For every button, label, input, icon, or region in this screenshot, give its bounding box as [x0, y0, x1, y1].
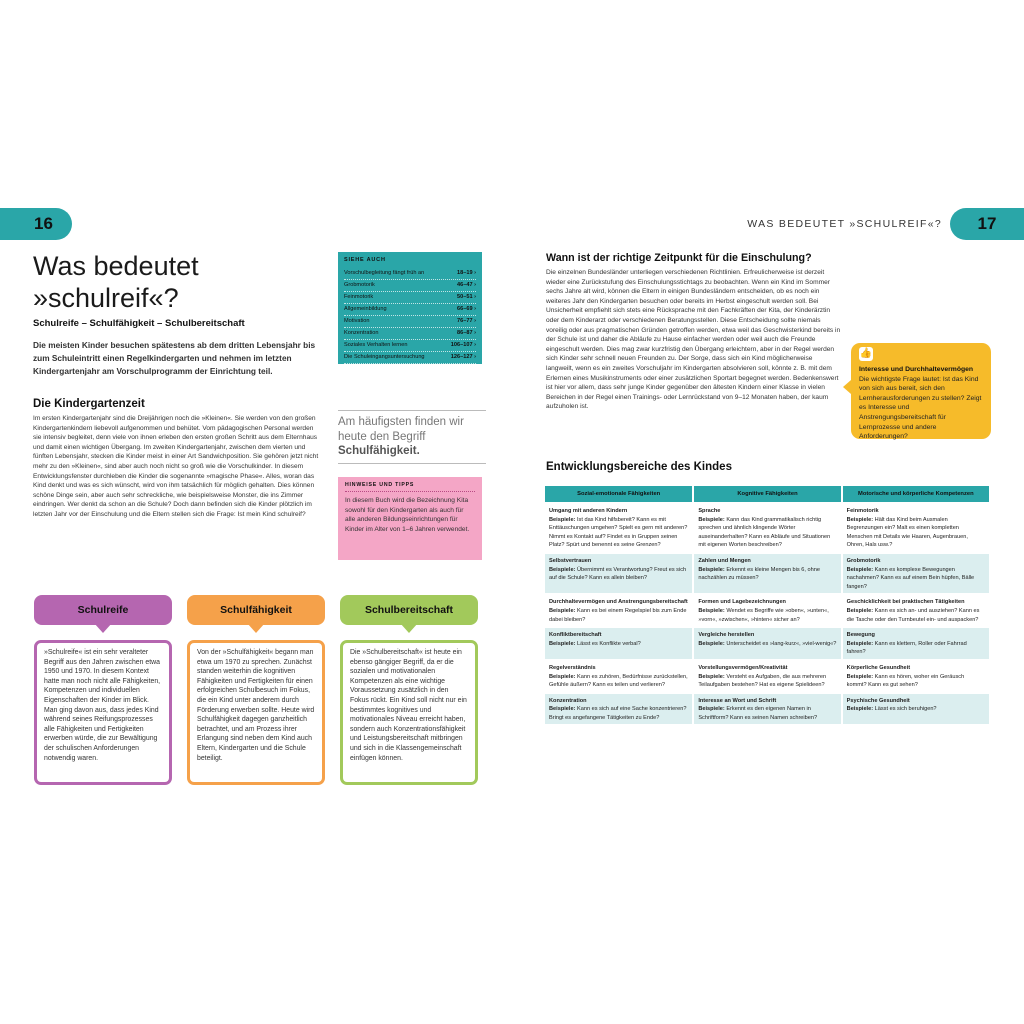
table-cell: [842, 594, 990, 627]
table-cell: [545, 594, 693, 627]
term-arrow: [94, 623, 112, 633]
cell-text: Unterscheidet es »lang-kurz«, »viel-wenig«?: [726, 640, 837, 647]
cell-text: Lässt es Konflikte verbal?: [577, 640, 641, 647]
see-also-pages: 86–87 ›: [457, 330, 476, 336]
table-cell: [693, 660, 841, 693]
table-row: [545, 660, 990, 693]
cell-text: Hält das Kind beim Ausmalen Begrenzungen ein? Malt es einen kompletten Menschen mit Details wie Haaren, Augenbrauen, Ohren, Hals usw.?: [846, 516, 968, 549]
cell-title: Sprache: [698, 508, 721, 514]
see-also-item: [344, 292, 476, 304]
tip-box: [851, 343, 991, 439]
example-label: Beispiele:: [549, 607, 576, 614]
cell-text: Kann es zuhören, Bedürfnisse zurückstellen, Gefühle äußern? Kann es teilen und verlieren?: [549, 673, 688, 689]
column-header-social: Sozial-emotionale Fähigkeiten: [545, 486, 693, 503]
table-cell: [842, 693, 990, 725]
example-label: Beispiele:: [698, 640, 725, 647]
page-subtitle: Schulreife – Schulfähigkeit – Schulbereitschaft: [33, 318, 245, 329]
term-header: Schulbereitschaft: [340, 595, 478, 625]
table-cell: [842, 503, 990, 553]
table-row: [545, 594, 990, 627]
see-also-title: SIEHE AUCH: [344, 257, 386, 263]
example-label: Beispiele:: [549, 673, 576, 680]
table-cell: [693, 627, 841, 660]
cell-title: Geschicklichkeit bei praktischen Tätigkeiten: [846, 599, 965, 606]
cell-text: Wendet es Begriffe wie »oben«, »unten«, »vorn«, »zwischen«, »hinten« sicher an?: [698, 607, 829, 623]
table-cell: [842, 660, 990, 693]
example-label: Beispiele:: [549, 566, 576, 573]
example-label: Beispiele:: [698, 607, 725, 614]
example-label: Beispiele:: [846, 640, 874, 647]
table-row: [545, 553, 990, 594]
see-also-label: Vorschulbegleitung fängt früh an: [344, 270, 425, 276]
see-also-label: Grobmotorik: [344, 282, 375, 288]
development-table-header: [545, 486, 990, 503]
page-title-line-1: Was bedeutet: [33, 251, 199, 281]
cell-text: Kann es bei einem Regelspiel bis zum Ende dabei bleiben?: [549, 607, 687, 623]
table-cell: [693, 553, 841, 594]
example-label: Beispiele:: [698, 516, 725, 523]
cell-title: Zahlen und Mengen: [698, 557, 751, 564]
see-also-pages: 46–47 ›: [457, 282, 476, 288]
column-header-motor: Motorische und körperliche Kompetenzen: [842, 486, 990, 503]
cell-title: Vorstellungsvermögen/Kreativität: [698, 664, 788, 671]
running-head: WAS BEDEUTET »SCHULREIF«?: [747, 218, 942, 230]
cell-text: Übernimmt es Verantwortung? Freut es sich auf die Schule? Kann es allein bleiben?: [549, 566, 687, 582]
pull-quote-bold: Schulfähigkeit.: [338, 445, 420, 457]
term-header: Schulreife: [34, 595, 172, 625]
table-cell: [545, 693, 693, 725]
see-also-label: Feinmotorik: [344, 294, 374, 300]
example-label: Beispiele:: [846, 673, 874, 680]
see-also-item: [344, 304, 476, 316]
column-header-cognitive: Kognitive Fähigkeiten: [693, 486, 841, 503]
page-title-line-2: »schulreif«?: [33, 283, 179, 313]
cell-text: Versteht es Aufgaben, die aus mehreren Teilaufgaben bestehen? Hat es eigene Spielideen?: [698, 673, 827, 689]
cell-title: Psychische Gesundheit: [846, 697, 910, 704]
cell-title: Konfliktbereitschaft: [549, 632, 602, 639]
see-also-list: [344, 268, 476, 364]
example-label: Beispiele:: [698, 673, 725, 680]
intro-paragraph: Die meisten Kinder besuchen spätestens ab dem dritten Lebensjahr bis zum Schuleintritt einen Regelkindergarten und nehmen im letzten Kindergartenjahr am Vorschulprogramm der Einrichtung teil.: [33, 340, 316, 376]
term-arrow: [400, 623, 418, 633]
see-also-label: Soziales Verhalten lernen: [344, 342, 408, 348]
section-text: Im ersten Kindergartenjahr sind die Dreijährigen noch die »Kleinen«. Sie werden von den großen Kindergartenkindern liebevoll aufgenommen und behütet. Vom pädagogischen Personal werden sie intensiv begleitet, denn viele von ihnen erleben den ersten großen Schritt aus dem Elternhaus und damit einen wichtigen Übergang. Im zweiten Kindergartenjahr, zwischen dem vierten und fünften Lebensjahr, stecken die Kinder meist in einer Art Sandwichposition. Sie gehören jetzt nicht mehr zu den »Kleinen«, sind aber auch noch nicht so groß wie die Vorschulkinder. In diesem Entwicklungsfenster durchleben die Kinder die sogenannte »magische Phase«. Alles, woran das Kind denkt und was es sich wünscht, wird von ihm tatsächlich für möglich gehalten. Dies können schöne Dinge sein, aber auch sehr schreckliche, wie beispielsweise Monster, die ins Zimmer eindringen. Wer denkt da schon an die Schule? Doch dann befinden sich die Kinder plötzlich im letzten Jahr vor der Einschulung und die Eltern stellen sich die Frage: Ist mein Kind schulreif?: [33, 415, 319, 518]
cell-text: Ist das Kind hilfsbereit? Kann es mit Enttäuschungen umgehen? Spielt es gern mit anderen? Nimmt es Kontakt auf? Findet es in Gruppen seinen Platz? Spürt und benennt es seine Grenzen?: [549, 516, 688, 549]
thumbs-up-icon: 👍: [859, 348, 873, 359]
cell-title: Körperliche Gesundheit: [846, 664, 911, 671]
pull-quote: [338, 410, 486, 464]
tips-text: In diesem Buch wird die Bezeichnung Kita sowohl für den Kindergarten als auch für alle anderen Bildungseinrichtungen für Kinder im Alter von 1–6 Jahren verwendet.: [345, 497, 470, 533]
see-also-item: [344, 268, 476, 280]
tip-title: Interesse und Durchhaltevermögen: [859, 366, 974, 373]
cell-text: Lässt es sich beruhigen?: [874, 706, 937, 713]
table-cell: [693, 503, 841, 553]
question-text: Die einzelnen Bundesländer unterliegen verschiedenen Richtlinien. Erfreulicherweise ist derzeit wieder eine Zurückstufung des Einschulungsstichtags zu beobachten. Wenn ein Kind im Sommer sechs Jahre alt wird, können die Eltern in einigen Bundesländern entscheiden, ob es noch ein weiteres Jahr den Kindergarten besuchen oder bereits im Herbst eingeschult werden soll. Bei Unsicherheit empfiehlt sich stets eine Rücksprache mit den Fachkräften der Kita, der Kinderärztin oder dem Kinderarzt oder verschiedenen Beratungsstellen. Diese Entscheidung sollte niemals voreilig oder aus pragmatischen Gründen getroffen werden, etwa weil das Geschwisterkind bereits in der Schule ist und daher die Abläufe zu Hause einfacher werden oder weil auch die Freunde eingeschult werden. Dies mag zwar kurzfristig den Übergang erleichtern, aber in der Regel werden sich Kinder sehr schnell neuen Freunden zu. Der Sorge, dass sich ein Kind möglicherweise langweilt, wenn es ein zweites Vorschuljahr im Kindergarten absolvieren soll, könnte z. B. mit dem Erlernen eines Musikinstruments oder einer zusätzlichen Sportart begegnet werden. Bedenkenswert ist hier vor allem, dass sehr junge Kinder gegenüber den ältesten Kindern einer Klasse in vielen Bereichen in der Regel einen Trainings- oder Lernrückstand von 9–12 Monaten haben, der kaum aufzuholen ist.: [546, 269, 841, 411]
cell-title: Durchhaltevermögen und Anstrengungsbereitschaft: [549, 599, 688, 606]
example-label: Beispiele:: [698, 706, 725, 713]
see-also-pages: 18–19 ›: [457, 270, 476, 276]
see-also-label: Allgemeinbildung: [344, 306, 387, 312]
see-also-item: [344, 340, 476, 352]
cell-title: Regelverständnis: [549, 664, 596, 671]
cell-title: Grobmotorik: [846, 557, 881, 564]
table-cell: [545, 503, 693, 553]
cell-text: Kann es hören, woher ein Geräusch kommt? Kann es gut sehen?: [846, 673, 965, 689]
term-definition: Die »Schulbereitschaft« ist heute ein ebenso gängiger Begriff, da er die sozialen und motivationalen Kompetenzen als eine wichtige Voraussetzung zusätzlich in den Fokus rückt. Ein Kind soll nicht nur ein bestimmtes kognitives und motivationales Niveau erreicht haben, sondern auch Konzentrationsfähigkeit und Leistungsbereitschaft mitbringen und sich in die Klassengemeinschaft einfügen können.: [340, 640, 478, 785]
cell-text: Erkennt es kleine Mengen bis 6, ohne nachzählen zu müssen?: [698, 566, 820, 582]
term-definition: Von der »Schulfähigkeit« begann man etwa um 1970 zu sprechen. Zunächst standen weiterhin die kognitiven Fähigkeiten und Fertigkeiten für einen erfolgreichen Schulbesuch im Fokus, die ein Kind unter anderem durch Förderung erwerben sollte. Heute wird Schulfähigkeit dagegen ganzheitlich betrachtet, und am Prozess ihrer Erlangung sind neben dem Kind auch Eltern, Kindergarten und die Schule beteiligt.: [187, 640, 325, 785]
tip-pointer: [843, 380, 851, 394]
term-arrow: [247, 623, 265, 633]
table-row: [545, 693, 990, 725]
cell-text: Kann es klettern, Roller oder Fahrrad fahren?: [846, 640, 967, 656]
cell-title: Formen und Lagebezeichnungen: [698, 599, 786, 606]
table-row: [545, 627, 990, 660]
see-also-label: Konzentration: [344, 330, 379, 336]
example-label: Beispiele:: [549, 640, 576, 647]
cell-title: Feinmotorik: [846, 508, 879, 514]
term-header: Schulfähigkeit: [187, 595, 325, 625]
cell-title: Konzentration: [549, 697, 587, 704]
pull-quote-text: Am häufigsten finden wir heute den Begriff: [338, 416, 464, 443]
example-label: Beispiele:: [549, 516, 576, 523]
development-table: [545, 486, 991, 724]
see-also-item: [344, 328, 476, 340]
development-heading: Entwicklungsbereiche des Kindes: [546, 461, 732, 473]
cell-title: Vergleiche herstellen: [698, 632, 755, 639]
cell-text: Kann es komplexe Bewegungen nachahmen? Kann es auf einem Bein hüpfen, Bälle fangen?: [846, 566, 975, 590]
table-cell: [545, 660, 693, 693]
see-also-item: [344, 280, 476, 292]
see-also-item: [344, 352, 476, 364]
cell-title: Bewegung: [846, 632, 875, 639]
term-definition: »Schulreife« ist ein sehr veralteter Begriff aus den Jahren zwischen etwa 1950 und 1970. In diesem Kontext hatte man noch nicht alle Fähigkeiten, Kompetenzen und individuellen Eigenschaften der Kinder im Blick. Man ging davon aus, dass jedes Kind während seines Reifungsprozesses alle Fähigkeiten und Fertigkeiten erwerben würde, die zur Bewältigung der schulischen Anforderungen notwendig waren.: [34, 640, 172, 785]
cell-text: Kann es sich an- und ausziehen? Kann es die Tasche oder den Turnbeutel ein- und auspacken?: [846, 607, 980, 623]
table-cell: [693, 693, 841, 725]
table-row: [545, 503, 990, 553]
table-cell: [545, 627, 693, 660]
page-title: [33, 250, 333, 314]
example-label: Beispiele:: [846, 706, 874, 713]
cell-text: Kann das Kind grammatikalisch richtig sprechen und ähnlich klingende Wörter auseinanderhalten? Kann es Abläufe und Situationen mit eigenen Worten beschreiben?: [698, 516, 831, 549]
example-label: Beispiele:: [846, 566, 874, 573]
see-also-pages: 50–51 ›: [457, 294, 476, 300]
page-number-right: 17: [950, 208, 1024, 240]
cell-title: Interesse an Wort und Schrift: [698, 697, 777, 704]
see-also-label: Motivation: [344, 318, 370, 324]
see-also-pages: 126–127 ›: [450, 354, 476, 360]
table-cell: [842, 553, 990, 594]
see-also-pages: 106–107 ›: [450, 342, 476, 348]
example-label: Beispiele:: [698, 566, 725, 573]
cell-text: Kann es sich auf eine Sache konzentrieren? Bringt es angefangene Tätigkeiten zu Ende?: [549, 706, 687, 721]
cell-text: Erkennt es den eigenen Namen in Schriftform? Kann es seinen Namen schreiben?: [698, 706, 818, 721]
example-label: Beispiele:: [846, 516, 874, 523]
tips-title: HINWEISE UND TIPPS: [345, 482, 475, 492]
see-also-label: Die Schuleingangsuntersuchung: [344, 354, 425, 360]
example-label: Beispiele:: [549, 706, 576, 713]
see-also-pages: 76–77 ›: [457, 318, 476, 324]
question-heading: Wann ist der richtige Zeitpunkt für die Einschulung?: [546, 252, 812, 264]
page-number-left: 16: [0, 208, 72, 240]
example-label: Beispiele:: [846, 607, 874, 614]
cell-title: Umgang mit anderen Kindern: [549, 508, 628, 514]
tip-text: Die wichtigste Frage lautet: Ist das Kind von sich aus bereit, sich den Lernherausforderungen zu stellen? Zeigt es Interesse und Anstrengungsbereitschaft für Lernprozesse und andere Anforderungen?: [859, 375, 982, 441]
see-also-box: [338, 252, 482, 364]
section-heading: Die Kindergartenzeit: [33, 398, 145, 410]
see-also-item: [344, 316, 476, 328]
see-also-pages: 66–69 ›: [457, 306, 476, 312]
table-cell: [545, 553, 693, 594]
cell-title: Selbstvertrauen: [549, 557, 592, 564]
table-cell: [693, 594, 841, 627]
tips-box: [338, 477, 482, 560]
table-cell: [842, 627, 990, 660]
